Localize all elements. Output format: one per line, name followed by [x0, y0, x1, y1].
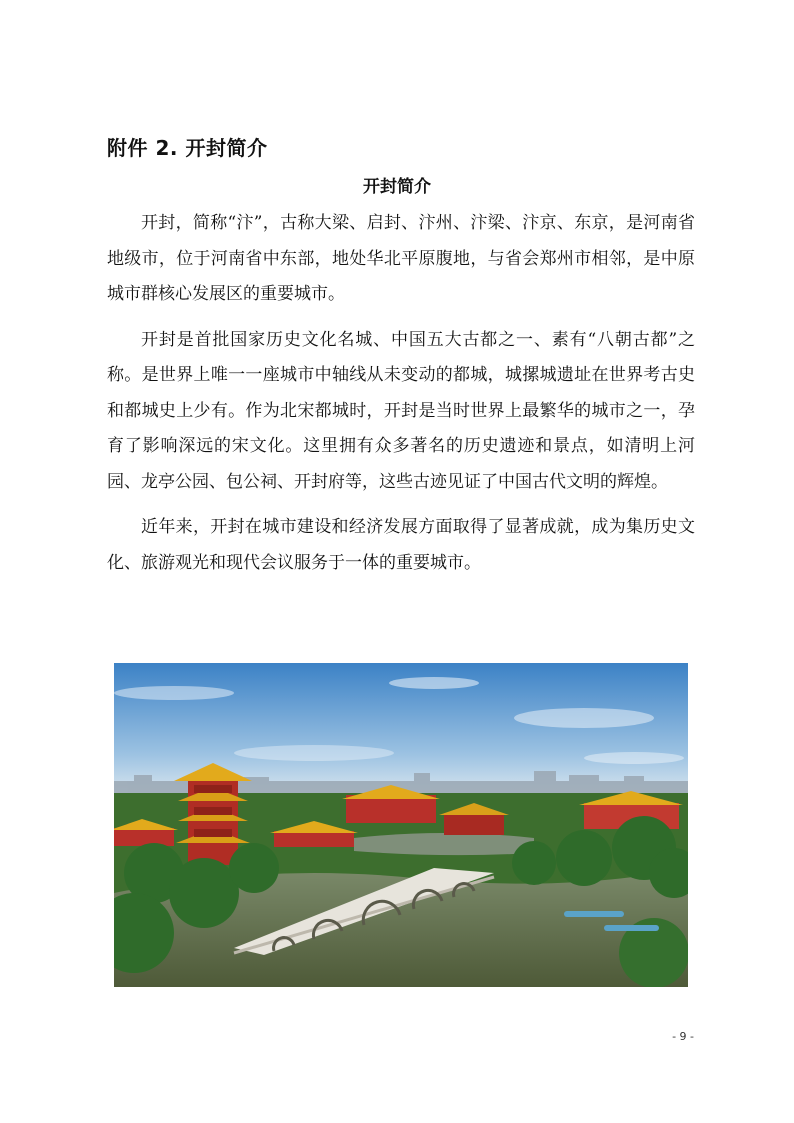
cloud — [584, 752, 684, 764]
page-number: - 9 - — [672, 1030, 694, 1043]
cloud — [234, 745, 394, 761]
kaifeng-scenery-photo — [114, 663, 688, 987]
body-text — [107, 206, 695, 591]
document-title: 开封简介 — [363, 177, 431, 197]
upper-lake — [354, 833, 534, 855]
cloud — [114, 686, 234, 700]
cloud — [514, 708, 654, 728]
paragraph-modern: 近年来，开封在城市建设和经济发展方面取得了显著成就，成为集历史文化、旅游观光和现代会议服务于一体的重要城市。 — [107, 517, 695, 573]
cloud — [389, 677, 479, 689]
paragraph-intro: 开封，简称“汴”，古称大梁、启封、汴州、汴梁、汴京、东京，是河南省地级市，位于河南省中东部，地处华北平原腹地，与省会郑州市相邻，是中原城市群核心发展区的重要城市。 — [107, 213, 695, 304]
attachment-heading: 附件 2. 开封简介 — [107, 136, 268, 160]
paragraph-history: 开封是首批国家历史文化名城、中国五大古都之一、素有“八朝古都”之称。是世界上唯一一座城市中轴线从未变动的都城，城摞城遗址在世界考古史和都城史上少有。作为北宋都城时，开封是当时世界上最繁华的城市之一，孕育了影响深远的宋文化。这里拥有众多著名的历史遗迹和景点，如清明上河园、龙亭公园、包公祠、开封府等，这些古迹见证了中国古代文明的辉煌。 — [107, 329, 695, 492]
